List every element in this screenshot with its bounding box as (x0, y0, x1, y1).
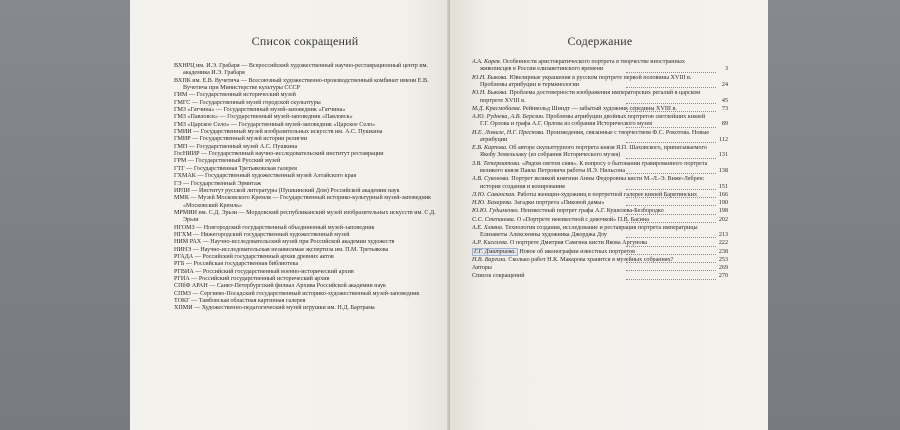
contents-entry (472, 75, 728, 90)
entry-author: Ю.Н. Быкова. (472, 74, 508, 81)
entry-author: З.В. Тетерматова. (472, 160, 521, 167)
contents-entry (472, 265, 728, 272)
abbreviation-item: МРМИИ им. С.Д. Эрьзи — Мордовский республиканский музей изобразительных искусств им. С.Д. Эрьзи (174, 209, 436, 224)
entry-author: А.В. Суконова. (472, 176, 510, 183)
entry-page-number: 131 (718, 152, 728, 159)
entry-page-number: 190 (718, 200, 728, 207)
entry-page-number: 73 (721, 105, 728, 112)
abbreviation-item: ГосНИИР — Государственный научно-исследовательский институт реставрации (174, 151, 384, 158)
entry-author: А.А. Карев. (472, 59, 502, 65)
entry-page-number: 202 (718, 216, 728, 223)
entry-author: Л.Ю. Савинская. (472, 191, 516, 198)
leader-dots (626, 111, 716, 112)
leader-dots (626, 222, 716, 223)
abbreviation-item: ГМП — Государственный музей А.С. Пушкина (174, 143, 298, 150)
contents-entry (472, 90, 728, 105)
entry-title: Произведения, связанные с творчеством Ф.С. Рокотова. Новые атрибуции (480, 129, 710, 143)
contents-entry (472, 240, 728, 247)
abbreviation-item: ГМЗ «Царское Село» — Государственный музей-заповедник «Царское Село» (174, 121, 376, 128)
abbreviation-item: СПбФ АРАН — Санкт-Петербургский филиал Архива Российской академии наук (174, 283, 386, 290)
entry-page-number: 213 (718, 232, 728, 239)
entry-page-number: 112 (719, 136, 728, 143)
entry-title: Загадки портрета «Пиковой дамы» (514, 200, 605, 207)
abbreviation-item: НГХМ — Нижегородский государственный художественный музей (174, 231, 350, 238)
entry-author: И.Е. Ломизе, Н.Г. Преснова. (472, 129, 545, 136)
abbreviation-item: ГМИИ — Государственный музей изобразительных искусств им. А.С. Пушкина (174, 129, 383, 136)
contents-title: Содержание (567, 34, 633, 48)
leader-dots (626, 237, 716, 238)
abbreviation-item: РГВИА — Российский государственный военно-исторический архив (174, 268, 354, 275)
entry-page-number: 253 (718, 256, 728, 263)
entry-title: Рейнвольд Шиндт — забытый художник середины XVIII в. (522, 105, 677, 112)
abbreviation-item: ТОКГ — Тамбовская областная картинная галерея (174, 298, 306, 304)
entry-title: О «Портрете неизвестной с девочкой» П.В. Басина (516, 216, 649, 223)
contents-entry (472, 273, 728, 280)
entry-page-number: 270 (718, 273, 728, 280)
entry-author: Н.Ю. Бахарева. (472, 200, 513, 207)
abbreviation-item: ГЭ — Государственный Эрмитаж (174, 180, 262, 187)
entry-author: А.Е. Хлявна. (472, 224, 504, 231)
abbreviation-item: ГМГС — Государственный музей городской скульптуры (174, 99, 321, 106)
entry-author: М.Д. Красмобаева. (472, 105, 522, 112)
abbreviations-title: Список сокращений (251, 34, 359, 48)
abbreviation-item: ГМЗ «Гатчина» — Государственный музей-заповедник «Гатчина» (174, 107, 346, 114)
contents-entry (472, 208, 728, 215)
abbreviation-item: НГОМЗ — Новгородский государственный объединенный музей-заповедник (174, 224, 375, 231)
entry-title: О портрете Дмитрия Самгина кисти Якова Аргунова (509, 240, 647, 247)
contents-entry (472, 257, 728, 264)
entry-author: Е.В. Карпова. (472, 145, 508, 152)
entry-title: Сколько работ Н.К. Макарова хранится в музейных собраниях? (508, 256, 674, 263)
leader-dots (626, 197, 716, 198)
abbreviation-item: ВХНРЦ им. И.Э. Грабаря — Всероссийский художественный научно-реставрационный центр им. академика И.Э. Грабаря (174, 63, 429, 77)
contents-entry (472, 106, 728, 113)
leader-dots (626, 254, 716, 255)
abbreviation-item: ХПМИ — Художественно-педагогический музей игрушки им. Н.Д. Бартрама (174, 305, 375, 312)
abbreviation-item: РГИА — Российский государственный исторический архив (174, 275, 330, 282)
abbreviation-item: ГТГ — Государственная Третьяковская галерея (174, 165, 297, 172)
leader-dots (626, 279, 716, 280)
entry-page-number: 89 (721, 121, 728, 128)
entry-page-number: 269 (718, 265, 728, 272)
abbreviation-item: ВХПК им. Е.В. Вучетича — Всесоюзный художественно-производственный комбинат имени Е.В. Вучетича при Министерстве культуры СССР (174, 77, 429, 92)
abbreviation-item: ГМИР — Государственный музей истории религии (174, 136, 307, 143)
leader-dots (626, 87, 716, 88)
leader-dots (626, 262, 716, 263)
entry-page-number: 222 (718, 240, 728, 247)
contents-entry (472, 161, 728, 176)
contents-entry (472, 114, 728, 129)
entry-title: Проблемы атрибуции двойных портретов светлейших князей Г.Г. Орлова и графа А.Г. Орлова из собрания Исторического музея (480, 113, 706, 128)
abbreviation-item: РГАДА — Российский государственный архив древних актов (174, 253, 334, 260)
leader-dots (626, 214, 716, 215)
contents-entry (472, 176, 728, 191)
leader-dots (626, 103, 716, 104)
entry-page-number: 138 (718, 168, 728, 175)
leader-dots (626, 270, 716, 271)
entry-author: Ю.Н. Быкова. (472, 90, 508, 97)
entry-title: Проблема достоверности изображения императорских регалий в царском портрете XVIII в. (480, 90, 701, 104)
contents-entry (472, 145, 728, 160)
entry-page-number: 151 (718, 183, 728, 190)
entry-title: Авторы (472, 265, 492, 272)
entry-title: Работы женщин-художниц в портретной галерее князей Барятинских (517, 191, 698, 198)
contents-entry (472, 225, 728, 240)
entry-page-number: 45 (721, 97, 728, 104)
abbreviation-item: ММК — Музей Московского Кремля — Государственный историко-культурный музей-заповедник «Московский Кремль» (174, 195, 431, 209)
contents-entry (472, 130, 728, 145)
entry-page-number: 3 (724, 66, 728, 73)
contents-list (472, 59, 728, 281)
entry-title: Особенности аристократического портрета в творчестве иностранных живописцев в России елизаветинского времени (480, 59, 685, 73)
entry-author: Н.В. Варгизи. (472, 256, 507, 263)
left-page (130, 0, 450, 430)
abbreviations-list (174, 63, 436, 313)
entry-author: Г.Г. Дмитриева. (474, 248, 516, 255)
leader-dots (626, 173, 716, 174)
entry-author: А.Р. Киселева. (472, 240, 509, 247)
leader-dots (626, 142, 716, 143)
abbreviation-item: ГХМАК — Государственный художественный музей Алтайского края (174, 173, 357, 180)
entry-title: Ювелирные украшения в русском портрете первой половины XVIII в. Проблемы атрибуции и терминологии (480, 74, 692, 88)
abbreviation-item: ГРМ — Государственный Русский музей (174, 158, 281, 165)
leader-dots (626, 72, 716, 73)
abbreviation-item: НИМ РАХ — Научно-исследовательский музей при Российской академии художеств (174, 239, 395, 246)
entry-title: Неизвестный портрет графа А.Г. Кушелева-Безбородко (520, 208, 664, 215)
leader-dots (626, 127, 716, 128)
entry-title: Список сокращений (472, 273, 525, 280)
entry-title: Технология создания, исследование и реставрация портрета императрицы Елизаветы Алексеевны художника Джорджа Доу (480, 224, 698, 239)
abbreviation-item: ГИМ — Государственный исторический музей (174, 92, 296, 99)
entry-page-number: 166 (718, 191, 728, 198)
abbreviation-item: ИРЛИ — Институт русской литературы (Пушкинский Дом) Российской академии наук (174, 187, 400, 194)
entry-author: Ю.Ю. Гудыменко. (472, 208, 520, 215)
abbreviation-item: НИНЭ — Научно-исследовательская независимая экспертиза им. П.М. Третьякова (174, 246, 389, 253)
entry-title: Портрет великой княгини Анны Федоровны кисти М.-Л.-Э. Виже-Лебрен: история создания и копирования (480, 176, 705, 190)
contents-entry (472, 217, 728, 224)
right-page (450, 0, 768, 430)
leader-dots (626, 158, 716, 159)
entry-title: «Рядом светом сияя». К вопросу о бытовании гравированного портрета великого князя Павла Петровича работы И.Э. Нильсона (480, 160, 708, 175)
entry-title: Новое об иконографии известных портретов (519, 248, 636, 255)
entry-page-number: 238 (718, 248, 728, 255)
leader-dots (626, 205, 716, 206)
contents-entry (472, 59, 728, 74)
entry-page-number: 24 (721, 81, 728, 88)
entry-author: С.С. Степанова. (472, 216, 516, 223)
leader-dots (626, 246, 716, 247)
abbreviation-item: СПМЗ — Сергиево-Посадский государственный историко-художественный музей-заповедник (174, 290, 420, 297)
abbreviation-item: РГБ — Российская государственная библиотека (174, 261, 299, 268)
entry-author: А.Ю. Руднева, А.В. Березин. (472, 113, 545, 120)
contents-entry (472, 249, 728, 256)
entry-page-number: 198 (718, 208, 728, 215)
leader-dots (626, 189, 716, 190)
contents-entry (472, 200, 728, 207)
contents-entry (472, 192, 728, 199)
abbreviation-item: ГМЗ «Павловск» — Государственный музей-заповедник «Павловск» (174, 114, 353, 121)
entry-title: Об авторе скульптурного портрета князя Я.П. Шаховского, приписываемого Якобу Земельхаку (из собрания Исторического музея) (480, 145, 707, 159)
